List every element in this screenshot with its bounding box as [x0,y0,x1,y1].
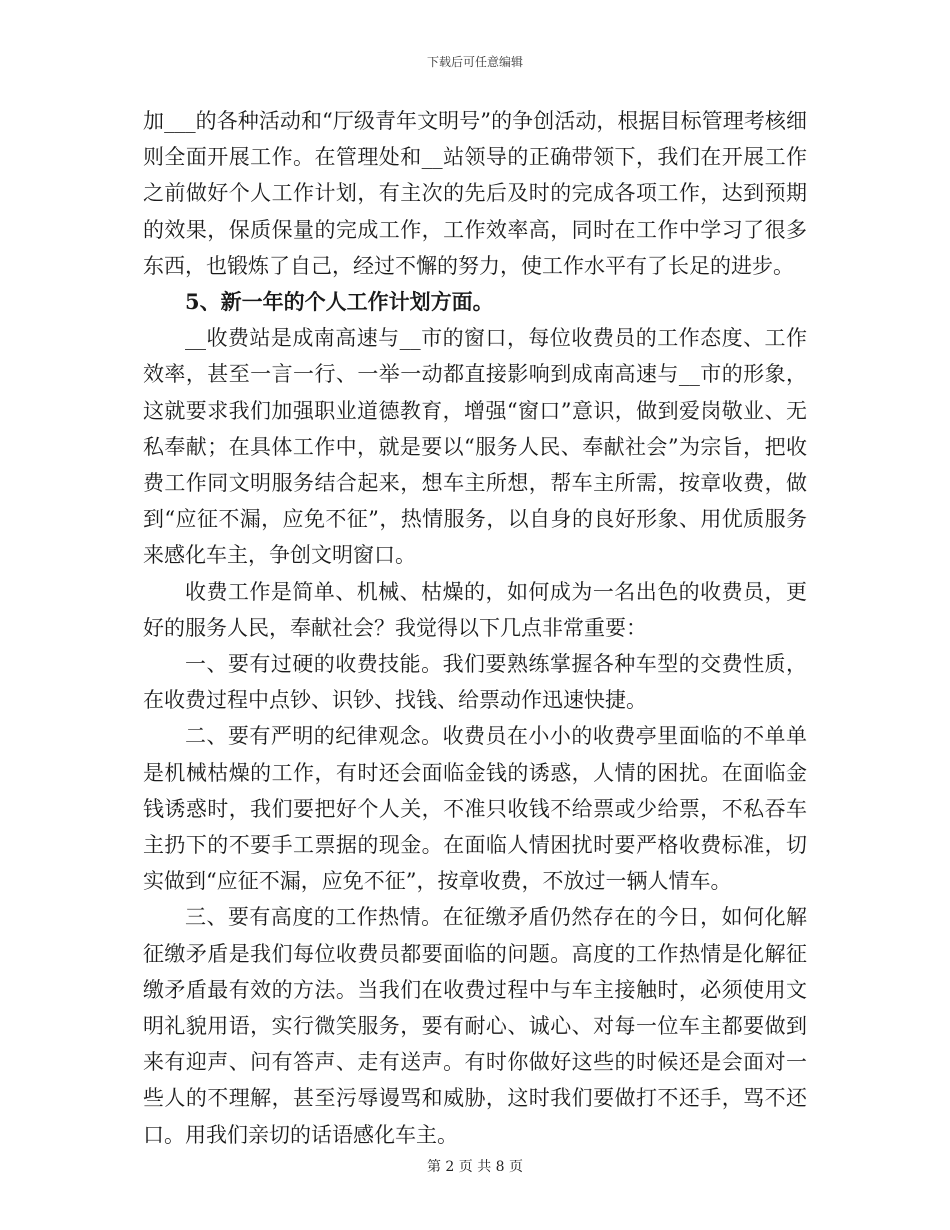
paragraph-intro-points: 收费工作是简单、机械、枯燥的，如何成为一名出色的收费员，更好的服务人民，奉献社会？我觉得以下几点非常重要： [143,579,807,640]
page-number: 第 2 页 共 8 页 [426,1159,524,1175]
paragraph-continuation: 加___的各种活动和“厅级青年文明号”的争创活动，根据目标管理考核细则全面开展工作。在管理处和__站领导的正确带领下，我们在开展工作之前做好个人工作计划，有主次的先后及时的完成各项工作，达到预期的效果，保质保量的完成工作，工作效率高，同时在工作中学习了很多东西，也锻炼了自己，经过不懈的努力，使工作水平有了长足的进步。 [143,109,807,278]
paragraph-point-two: 二、要有严明的纪律观念。收费员在小小的收费亭里面临的不单单是机械枯燥的工作，有时还会面临金钱的诱惑，人情的困扰。在面临金钱诱惑时，我们要把好个人关，不准只收钱不给票或少给票，不私吞车主扔下的不要手工票据的现金。在面临人情困扰时要严格收费标准，切实做到“应征不漏，应免不征”，按章收费，不放过一辆人情车。 [143,724,807,894]
page-header-note: 下载后可任意编辑 [426,55,523,69]
document-body [143,103,807,1153]
section-heading: 5、新一年的个人工作计划方面。 [185,289,494,315]
paragraph-toll-station: __收费站是成南高速与__市的窗口，每位收费员的工作态度、工作效率，甚至一言一行、一举一动都直接影响到成南高速与__市的形象，这就要求我们加强职业道德教育，增强“窗口”意识，做到爱岗敬业、无私奉献；在具体工作中，就是要以“服务人民、奉献社会”为宗旨，把收费工作同文明服务结合起来，想车主所想，帮车主所需，按章收费，做到“应征不漏，应免不征”，热情服务，以自身的良好形象、用优质服务来感化车主，争创文明窗口。 [143,326,807,568]
paragraph-point-three: 三、要有高度的工作热情。在征缴矛盾仍然存在的今日，如何化解征缴矛盾是我们每位收费员都要面临的问题。高度的工作热情是化解征缴矛盾最有效的方法。当我们在收费过程中与车主接触时，必须使用文明礼貌用语，实行微笑服务，要有耐心、诚心、对每一位车主都要做到来有迎声、问有答声、走有送声。有时你做好这些的时候还是会面对一些人的不理解，甚至污辱谩骂和威胁，这时我们要做打不还手，骂不还口。用我们亲切的话语感化车主。 [143,905,807,1147]
paragraph-point-one: 一、要有过硬的收费技能。我们要熟练掌握各种车型的交费性质，在收费过程中点钞、识钞、找钱、给票动作迅速快捷。 [143,652,807,713]
